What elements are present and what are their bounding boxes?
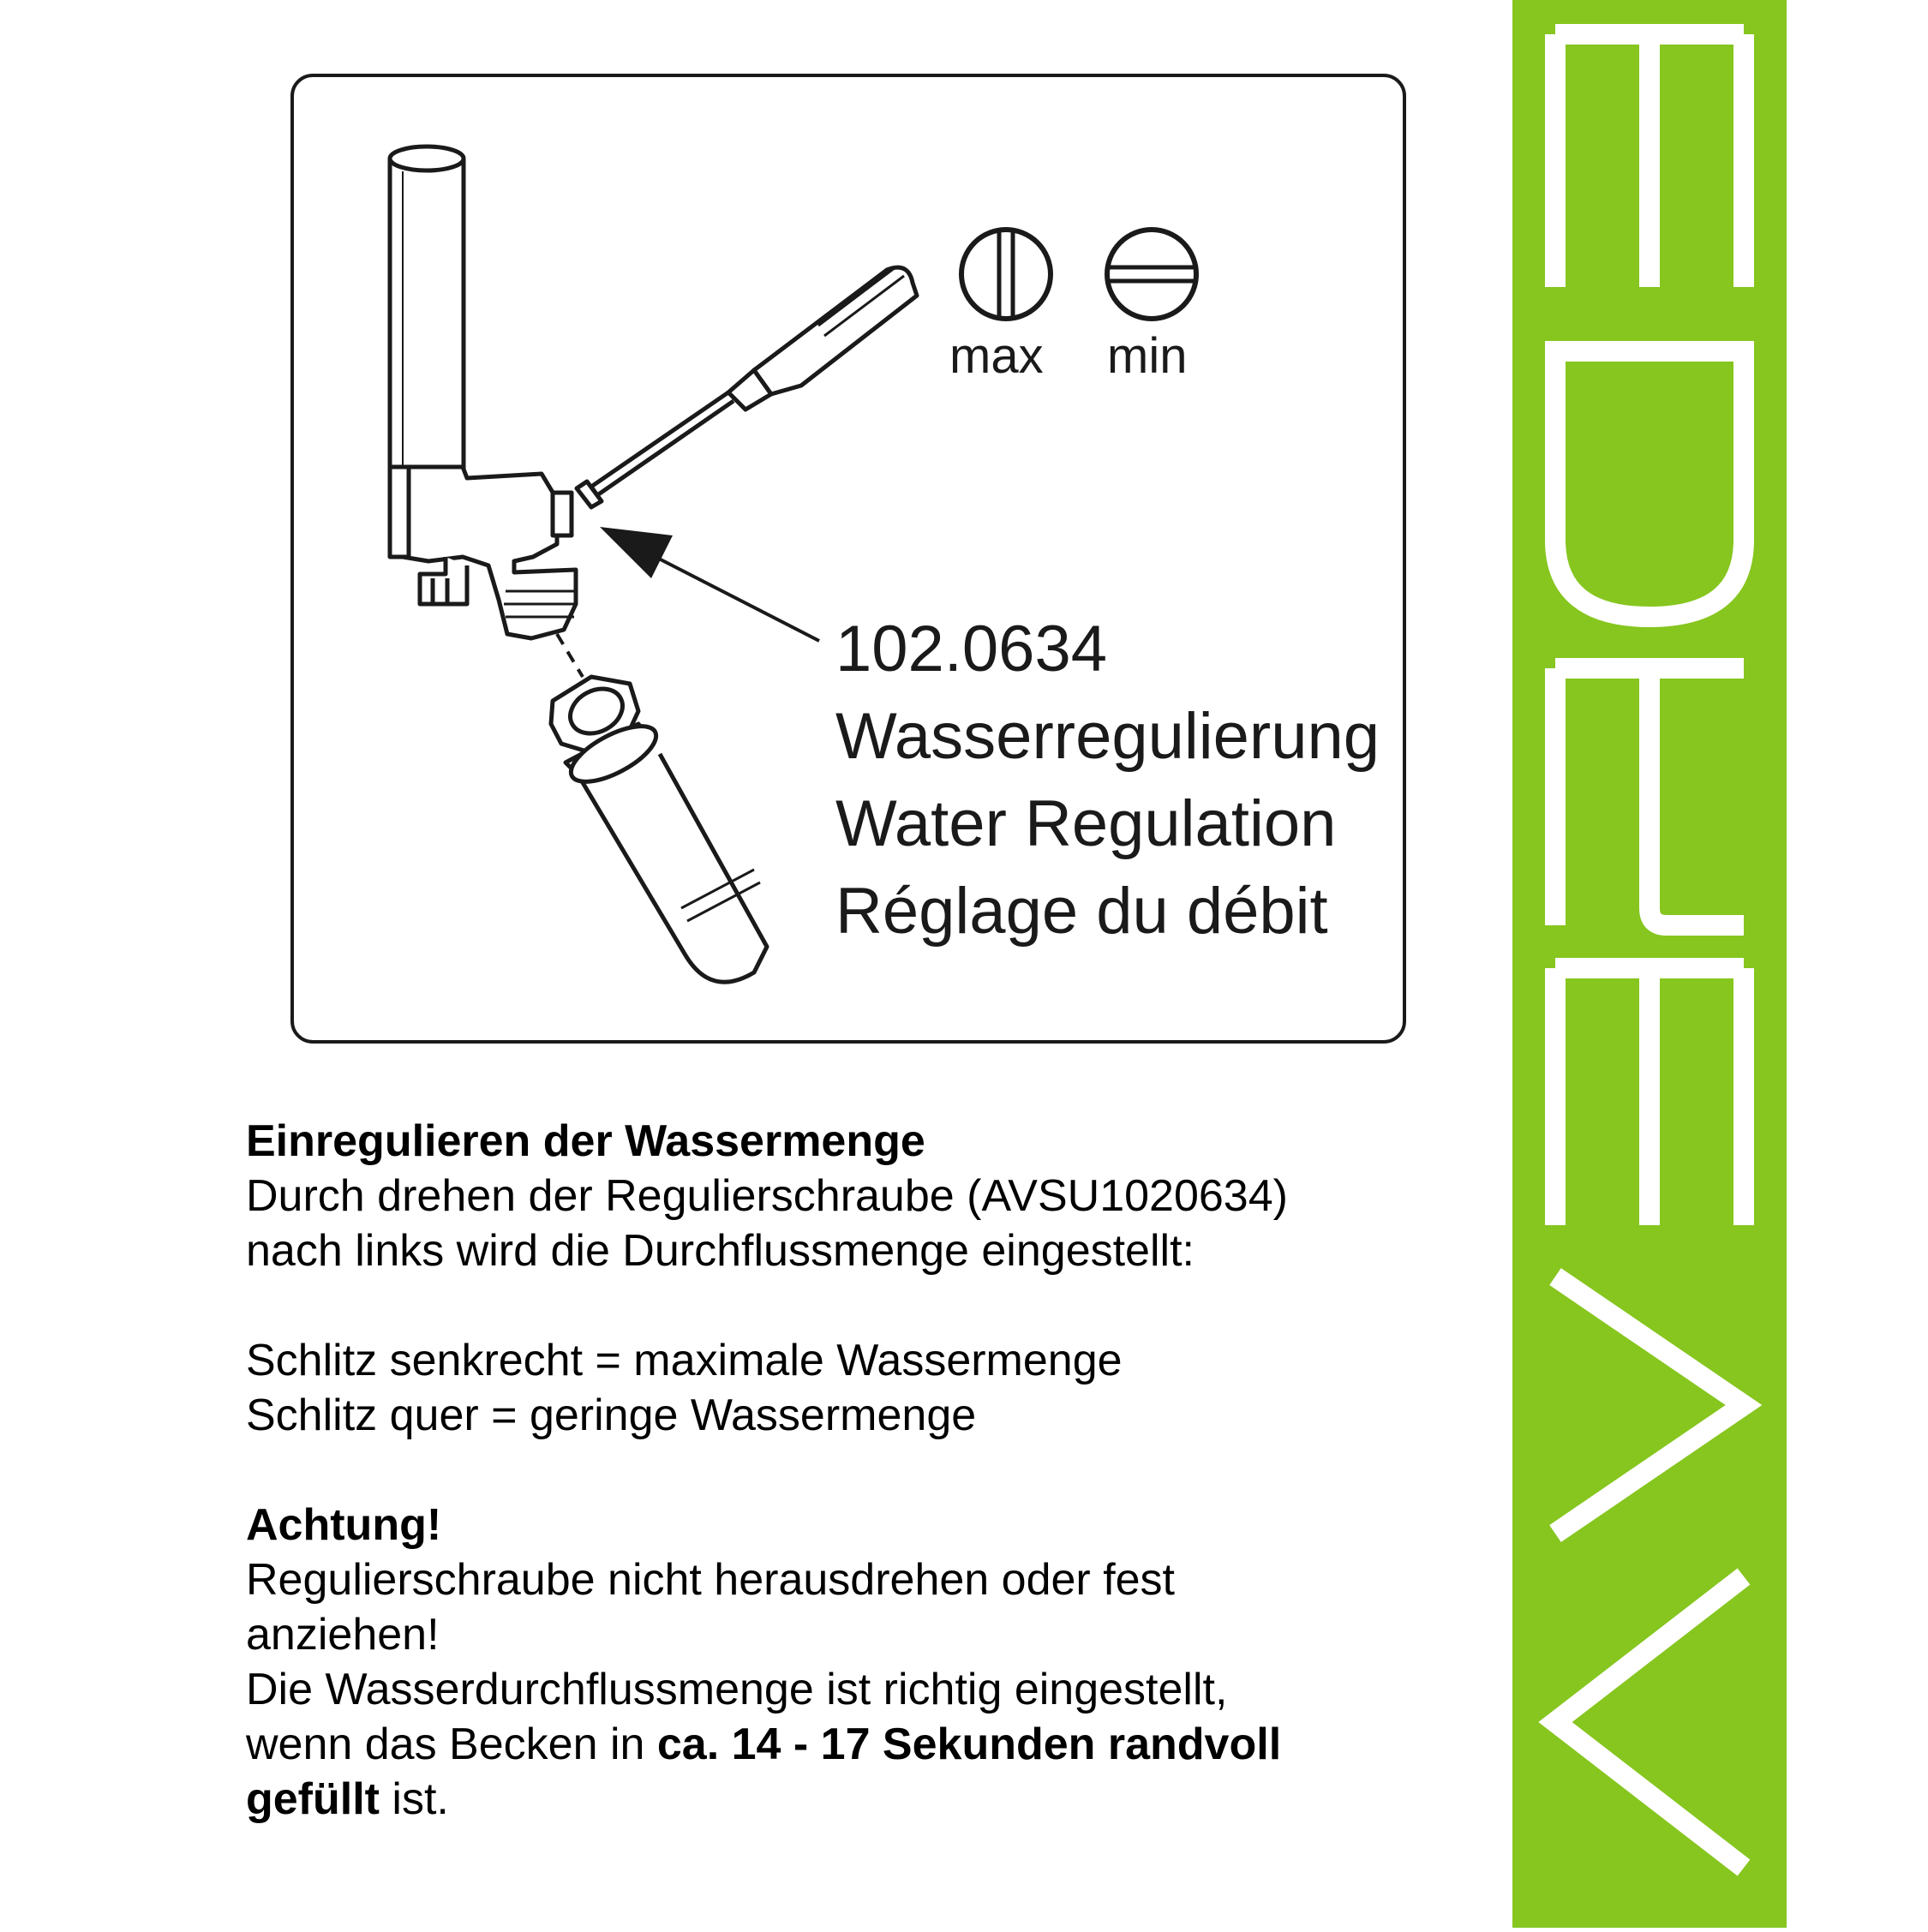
note-line-2-prefix: wenn das Becken in xyxy=(246,1720,657,1769)
fill-time: ca. 14 - 17 Sekunden randvoll xyxy=(656,1720,1282,1769)
note-line-2 xyxy=(246,1717,1446,1772)
instructions xyxy=(246,1114,1446,1827)
fill-time-end: gefüllt xyxy=(246,1774,380,1824)
brand-band xyxy=(1512,0,1787,1928)
centre-line xyxy=(557,634,583,677)
slot-min-icon xyxy=(1107,230,1196,319)
warning-heading: Achtung! xyxy=(246,1500,442,1550)
supply-pipe xyxy=(390,147,464,470)
instructions-heading: Einregulieren der Wassermenge xyxy=(246,1116,925,1166)
part-name-en: Water Regulation xyxy=(835,787,1337,860)
warning-line-2: anziehen! xyxy=(246,1610,440,1660)
part-name-de: Wasserregulierung xyxy=(835,700,1380,773)
slot-horizontal-text: Schlitz quer = geringe Wassermenge xyxy=(246,1391,977,1440)
warning-line-1: Regulierschraube nicht herausdrehen oder fest xyxy=(246,1555,1176,1605)
note-line-3 xyxy=(246,1772,1446,1827)
averde-logo xyxy=(1512,0,1787,1928)
slot-max-icon xyxy=(961,230,1051,319)
cartridge-icon xyxy=(551,677,767,982)
label-min: min xyxy=(1107,328,1188,384)
intro-line-2: nach links wird die Durchflussmenge eingestellt: xyxy=(246,1226,1195,1276)
pointer-arrow xyxy=(600,527,819,641)
slot-vertical-text: Schlitz senkrecht = maximale Wassermenge xyxy=(246,1336,1123,1385)
note-line-1: Die Wasserdurchflussmenge ist richtig eingestellt, xyxy=(246,1665,1228,1714)
label-max: max xyxy=(949,328,1044,384)
intro-line-1: Durch drehen der Regulierschraube (AVSU1020634) xyxy=(246,1171,1288,1221)
valve-body xyxy=(390,467,576,638)
note-line-3-suffix: ist. xyxy=(379,1774,449,1824)
part-number: 102.0634 xyxy=(835,613,1107,685)
screwdriver-icon xyxy=(577,267,917,507)
part-name-fr: Réglage du débit xyxy=(835,875,1328,948)
